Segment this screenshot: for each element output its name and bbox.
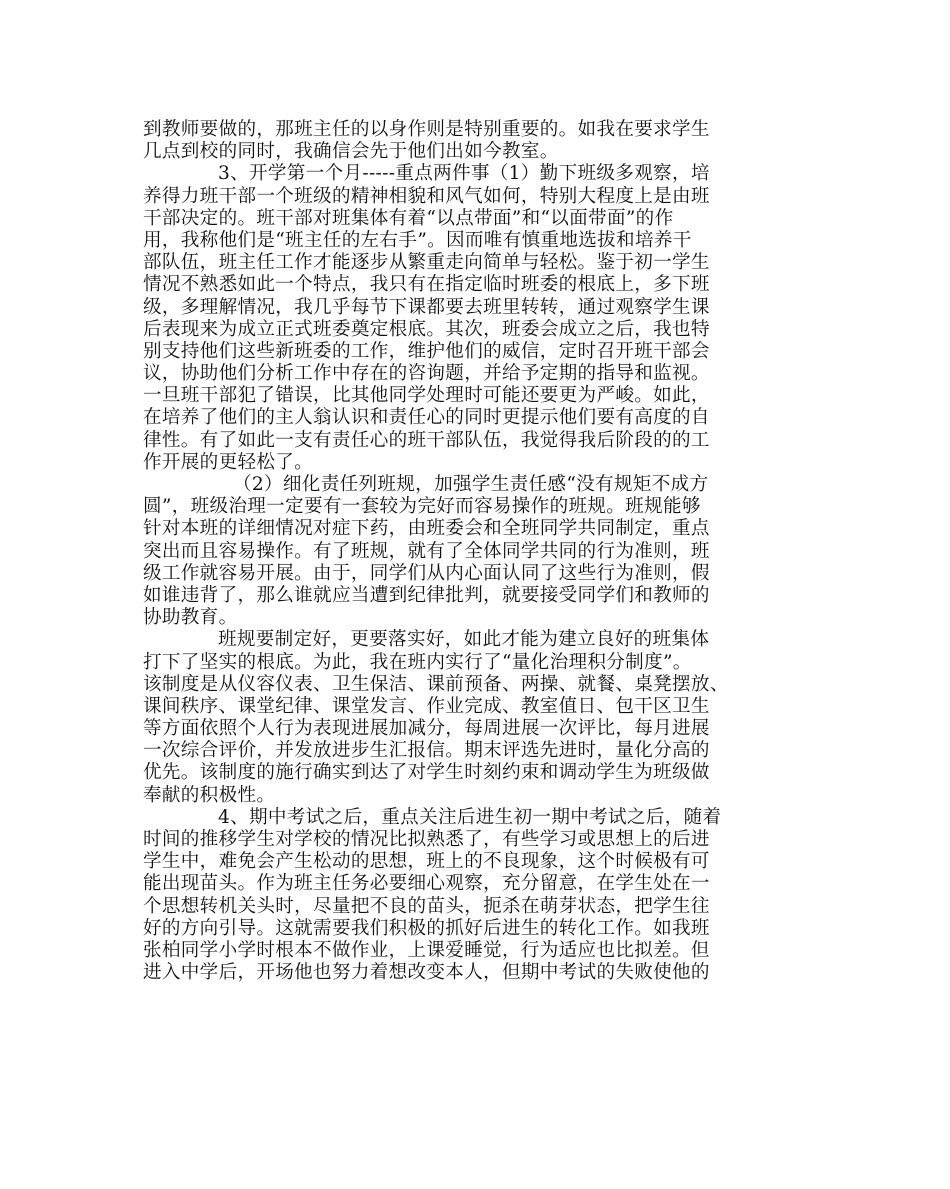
- text-line: 级，多理解情况，我几乎每节下课都要去班里转转，通过观察学生课: [143, 296, 710, 318]
- text-line: 3、开学第一个月-----重点两件事（1）勤下班级多观察，培: [218, 163, 710, 185]
- text-line: 好的方向引导。这就需要我们积极的抓好后进生的转化工作。如我班: [143, 917, 710, 939]
- text-line: 养得力班干部一个班级的精神相貌和风气如何，特别大程度上是由班: [143, 185, 710, 207]
- text-line: 学生中，难免会产生松动的思想，班上的不良现象，这个时候极有可: [143, 851, 710, 873]
- text-line: 圆”，班级治理一定要有一套较为完好而容易操作的班规。班规能够: [143, 496, 701, 518]
- text-line: 到教师要做的，那班主任的以身作则是特别重要的。如我在要求学生: [143, 119, 710, 140]
- text-line: 作开展的更轻松了。: [143, 451, 314, 473]
- text-line: 打下了坚实的根底。为此，我在班内实行了“量化治理积分制度”。: [143, 651, 692, 673]
- text-line: 几点到校的同时，我确信会先于他们出如今教室。: [143, 141, 559, 163]
- text-line: 议，协助他们分析工作中存在的咨询题，并给予定期的指导和监视。: [143, 363, 710, 385]
- text-line: 用，我称他们是“班主任的左右手”。因而唯有慎重地选拔和培养干: [143, 229, 692, 251]
- text-line: 该制度是从仪容仪表、卫生保洁、课前预备、两操、就餐、桌凳摆放、: [143, 673, 729, 695]
- text-line: 部队伍，班主任工作才能逐步从繁重走向简单与轻松。鉴于初一学生: [143, 252, 710, 274]
- text-line: 进入中学后，开场他也努力着想改变本人，但期中考试的失败使他的: [143, 962, 710, 984]
- text-line: 班规要制定好，更要落实好，如此才能为建立良好的班集体: [218, 629, 710, 651]
- text-line: 如谁违背了，那么谁就应当遭到纪律批判，就要接受同学们和教师的: [143, 584, 710, 606]
- text-line: 突出而且容易操作。有了班规，就有了全体同学共同的行为准则，班: [143, 540, 710, 562]
- text-line: 干部决定的。班干部对班集体有着“以点带面”和“以面带面”的作: [143, 207, 674, 229]
- body-text: [143, 119, 823, 984]
- text-line: （2）细化责任列班规，加强学生责任感“没有规矩不成方: [233, 474, 709, 495]
- text-line: 别支持他们这些新班委的工作，维护他们的威信，定时召开班干部会: [143, 340, 710, 362]
- text-line: 能出现苗头。作为班主任务必要细心观察，充分留意，在学生处在一: [143, 873, 710, 895]
- text-line: 时间的推移学生对学校的情况比拟熟悉了，有些学习或思想上的后进: [143, 829, 710, 850]
- text-line: 等方面依照个人行为表现进展加减分，每周进展一次评比，每月进展: [143, 718, 710, 740]
- text-line: 针对本班的详细情况对症下药，由班委会和全班同学共同制定，重点: [143, 518, 710, 540]
- text-line: 课间秩序、课堂纪律、课堂发言、作业完成、教室值日、包干区卫生: [143, 695, 710, 717]
- text-line: 级工作就容易开展。由于，同学们从内心面认同了这些行为准则，假: [143, 562, 710, 584]
- text-line: 律性。有了如此一支有责任心的班干部队伍，我觉得我后阶段的的工: [143, 429, 710, 451]
- text-line: 优先。该制度的施行确实到达了对学生时刻约束和调动学生为班级做: [143, 762, 710, 784]
- text-line: 奉献的积极性。: [143, 784, 276, 806]
- text-line: 后表现来为成立正式班委奠定根底。其次，班委会成立之后，我也特: [143, 318, 710, 340]
- text-line: 张柏同学小学时根本不做作业，上课爱睡觉，行为适应也比拟差。但: [143, 939, 710, 961]
- text-line: 一次综合评价，并发放进步生汇报信。期末评选先进时，量化分高的: [143, 740, 710, 762]
- text-line: 协助教育。: [143, 607, 238, 629]
- text-line: 个思想转机关头时，尽量把不良的苗头，扼杀在萌芽状态，把学生往: [143, 895, 710, 917]
- text-line: 情况不熟悉如此一个特点，我只有在指定临时班委的根底上，多下班: [143, 274, 710, 296]
- text-line: 一旦班干部犯了错误，比其他同学处理时可能还要更为严峻。如此，: [143, 385, 710, 407]
- text-line: 4、期中考试之后，重点关注后进生初一期中考试之后，随着: [218, 806, 722, 828]
- text-line: 在培养了他们的主人翁认识和责任心的同时更提示他们要有高度的自: [143, 407, 710, 429]
